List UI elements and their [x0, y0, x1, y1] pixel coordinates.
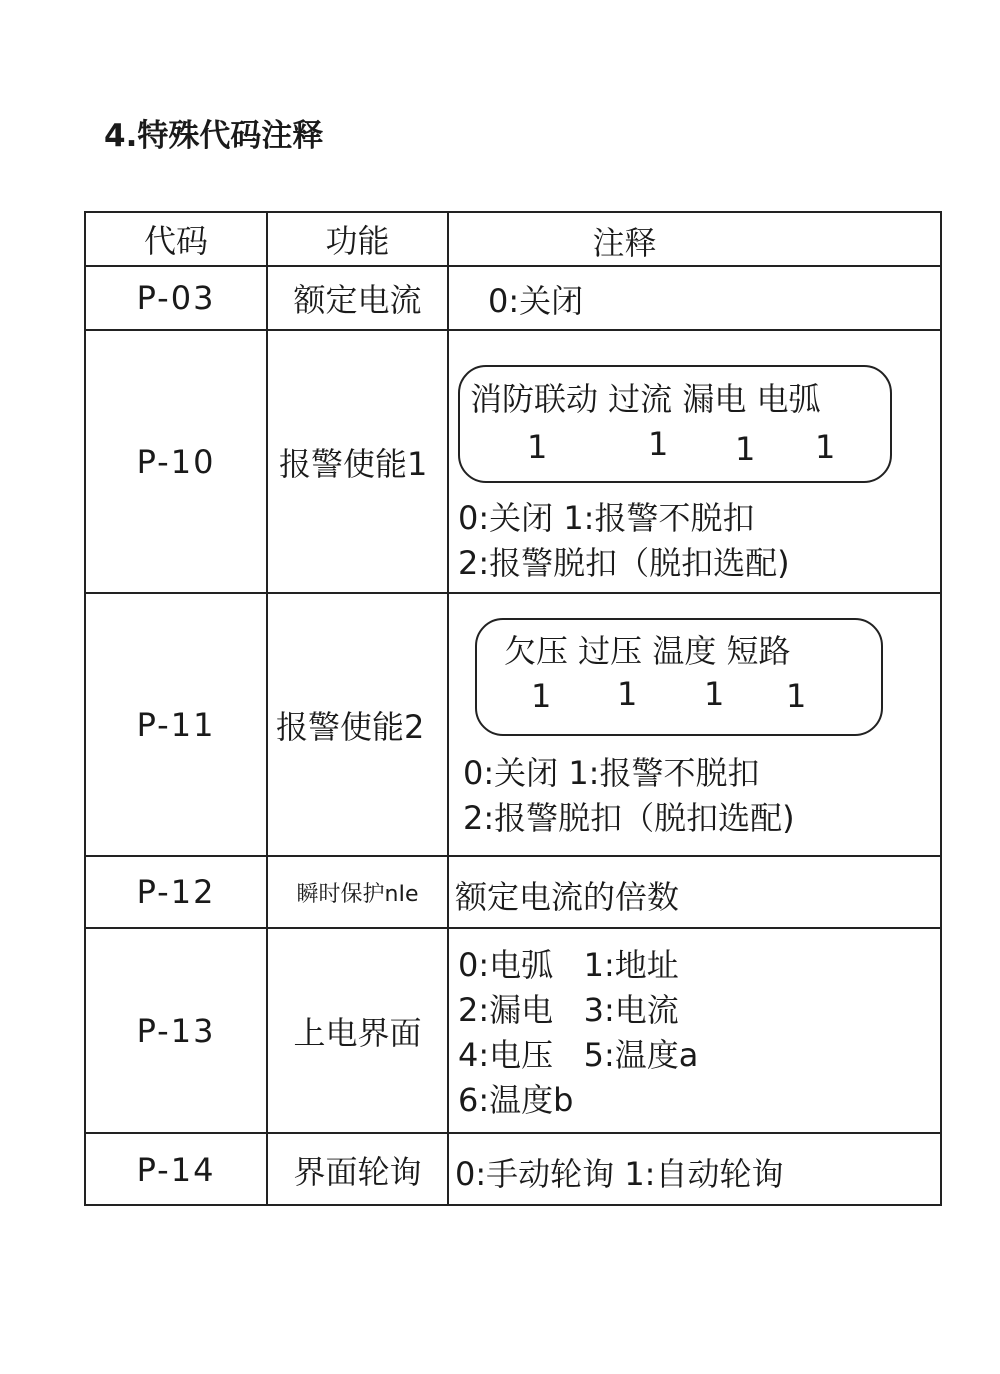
header-note: 注释 — [592, 224, 657, 262]
row-code: P-14 — [136, 1151, 216, 1189]
row-code: P-11 — [136, 705, 216, 744]
flag-value: 1 — [735, 430, 756, 468]
row-note: 0:关闭 — [488, 282, 584, 320]
row-function: 报警使能2 — [276, 707, 425, 746]
row-note: 0:手动轮询 1:自动轮询 — [455, 1155, 784, 1193]
flag-box-header: 消防联动 过流 漏电 电弧 — [470, 380, 821, 418]
flag-value: 1 — [648, 425, 669, 463]
flag-value: 1 — [617, 675, 638, 713]
flag-box-header: 欠压 过压 温度 短路 — [504, 632, 791, 670]
row-note: 2:报警脱扣（脱扣选配) — [458, 544, 790, 582]
row-code: P-12 — [136, 873, 216, 911]
flag-value: 1 — [531, 677, 552, 715]
row-note: 0:电弧 1:地址 — [458, 946, 679, 984]
header-code: 代码 — [143, 222, 208, 260]
row-note: 6:温度b — [458, 1081, 574, 1119]
row-note: 0:关闭 1:报警不脱扣 — [463, 754, 760, 792]
row-function: 额定电流 — [293, 281, 422, 319]
row-function: 上电界面 — [293, 1013, 422, 1052]
code-table — [84, 211, 942, 1206]
row-note: 4:电压 5:温度a — [458, 1036, 699, 1074]
flag-value: 1 — [704, 675, 725, 713]
row-code: P-13 — [136, 1011, 216, 1050]
row-function: 报警使能1 — [279, 444, 428, 483]
row-note: 额定电流的倍数 — [455, 878, 680, 916]
flag-value: 1 — [527, 428, 548, 466]
row-code: P-03 — [136, 279, 216, 317]
section-title: 4.特殊代码注释 — [104, 118, 324, 154]
row-code: P-10 — [136, 442, 216, 481]
row-function: 界面轮询 — [293, 1153, 422, 1191]
row-note: 0:关闭 1:报警不脱扣 — [458, 499, 755, 537]
header-function: 功能 — [325, 222, 390, 260]
row-note: 2:报警脱扣（脱扣选配) — [463, 799, 795, 837]
row-function: 瞬时保护nIe — [296, 881, 419, 907]
flag-value: 1 — [815, 428, 836, 466]
row-note: 2:漏电 3:电流 — [458, 991, 679, 1029]
flag-value: 1 — [786, 677, 807, 715]
